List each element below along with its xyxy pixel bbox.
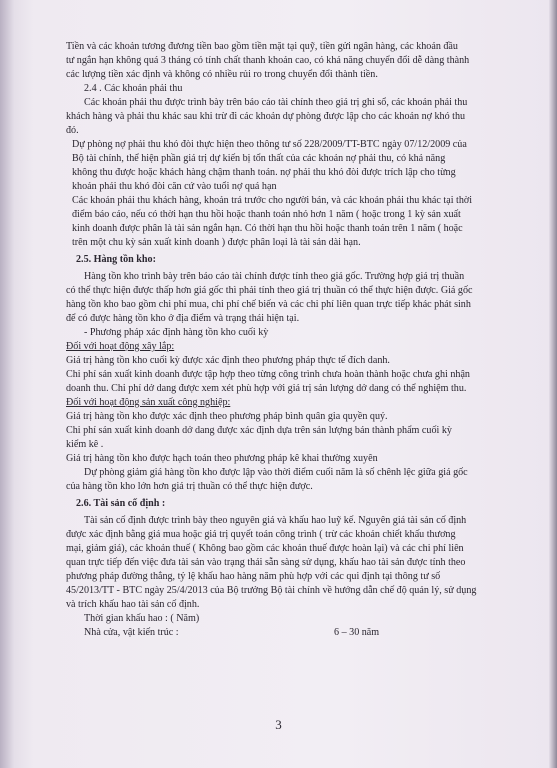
section-heading-2-6: 2.6. Tài sản cố định :: [76, 498, 166, 509]
text-line: Giá trị hàng tồn kho được hạch toán theo phương pháp kê khai thường xuyên: [66, 453, 378, 464]
text-line: hàng tồn kho bao gồm chi phí mua, chi phí chế biến và các chi phí liên quan trực tiếp khác phát sinh: [66, 299, 471, 310]
text-line: khách hàng và phải thu khác sau khi trừ đi các khoản dự phòng được lập cho các khoản nợ khó thu: [66, 111, 466, 122]
depreciation-row: [66, 626, 528, 640]
text-line: phương pháp đường thẳng, tỷ lệ khấu hao hàng năm phù hợp với các qui định tại thông tư số: [66, 571, 441, 582]
text-line: Tiền và các khoản tương đương tiền bao gồm tiền mặt tại quỹ, tiền gửi ngân hàng, các khoản đầu: [66, 41, 458, 52]
depreciation-period: 6 – 30 năm: [334, 627, 380, 638]
text-line: Chi phí sản xuất kinh doanh dở dang được xác định dựa trên sản lượng bán thành phẩm cuối kỳ: [66, 425, 452, 436]
text-line: mại, giảm giá), các khoản thuế ( Không bao gồm các khoản thuế được hoàn lại) và các chi phí liên: [66, 543, 464, 554]
text-line: Giá trị hàng tồn kho cuối kỳ được xác định theo phương pháp thực tế đích danh.: [66, 355, 390, 366]
text-line: khoản phải thu khó đòi căn cứ vào tuổi nợ quá hạn: [72, 181, 277, 192]
text-line: và trích khấu hao tài sản cố định.: [66, 599, 200, 610]
text-line: để có được hàng tồn kho ở địa điểm và trạng thái hiện tại.: [66, 313, 300, 324]
page-number: 3: [275, 717, 282, 732]
text-line: tư ngắn hạn không quá 3 tháng có tính chất thanh khoản cao, có khả năng chuyển đổi dễ dàng thành: [66, 55, 470, 66]
text-line: Giá trị hàng tồn kho được xác định theo phương pháp bình quân gia quyền quý.: [66, 411, 388, 422]
text-line: - Phương pháp xác định hàng tồn kho cuối kỳ: [84, 327, 269, 338]
text-line: Hàng tồn kho trình bày trên báo cáo tài chính được tính theo giá gốc. Trường hợp giá trị thuần: [84, 271, 465, 282]
asset-type-label: Nhà cửa, vật kiến trúc :: [84, 627, 179, 638]
text-line: được xác định bằng giá mua hoặc giá trị quyết toán công trình ( trừ các khoản chiết khấu thương: [66, 529, 456, 540]
page-shadow-left: [0, 0, 14, 768]
section-heading-2-5: 2.5. Hàng tồn kho:: [76, 254, 156, 265]
text-line: 45/2013/TT - BTC ngày 25/4/2013 của Bộ trưởng Bộ tài chính về hướng dẫn chế độ quản lý, sử dụng: [66, 585, 477, 596]
text-line: Chi phí sản xuất kinh doanh được tập hợp theo từng công trình chưa hoàn thành hoặc chưa ghi nhận: [66, 369, 470, 380]
text-line: trên một chu kỳ sản xuất kinh doanh ) được phân loại là tài sản dài hạn.: [72, 237, 361, 248]
text-line: Các khoản phải thu được trình bày trên báo cáo tài chính theo giá trị ghi sổ, các khoản phải thu: [84, 97, 468, 108]
text-line: Bộ tài chính, thể hiện phần giá trị dự kiến bị tổn thất của các khoản nợ phải thu, có khả năng: [72, 153, 446, 164]
document-body: [66, 40, 528, 640]
text-line: của hàng tồn kho lớn hơn giá trị thuần có thể thực hiện được.: [66, 481, 313, 492]
text-line: Dự phòng nợ phải thu khó đòi thực hiện theo thông tư số 228/2009/TT-BTC ngày 07/12/2009 của: [72, 139, 467, 150]
page-shadow-right: [549, 0, 557, 768]
text-line: kinh doanh được phân là tài sản ngắn hạn. Có thời hạn thu hồi hoặc thanh toán trên 1 năm ( hoặc: [72, 223, 463, 234]
text-line: đó.: [66, 125, 79, 136]
text-line: Thời gian khấu hao : ( Năm): [84, 613, 200, 624]
subheading-industrial: Đối với hoạt động sản xuất công nghiệp:: [66, 397, 231, 408]
text-line: Các khoản phải thu khách hàng, khoản trả trước cho người bán, và các khoản phải thu khác tại thời: [72, 195, 473, 206]
text-line: quan trực tiếp đến việc đưa tài sản vào trạng thái sẵn sàng sử dụng, khấu hao tài sản được tính theo: [66, 557, 466, 568]
text-line: điểm báo cáo, nếu có thời hạn thu hồi hoặc thanh toán nhỏ hơn 1 năm ( hoặc trong 1 kỳ sản xuất: [72, 209, 461, 220]
text-line: Tài sản cố định được trình bày theo nguyên giá và khấu hao luỹ kế. Nguyên giá tài sản cố định: [84, 515, 467, 526]
subheading-construction: Đối với hoạt động xây lắp:: [66, 341, 175, 352]
text-line: không thu được hoặc khách hàng chậm thanh toán. nợ phải thu khó đòi được trích lập cho từng: [72, 167, 456, 178]
text-line: có thể thực hiện được thấp hơn giá gốc thì phải tính theo giá trị thuần có thể thực hiện được. Giá gốc: [66, 285, 473, 296]
text-line: các lượng tiền xác định và không có nhiều rủi ro trong chuyển đổi thành tiền.: [66, 69, 378, 80]
section-heading-2-4: 2.4 . Các khoản phải thu: [84, 83, 183, 94]
text-line: Dự phòng giảm giá hàng tồn kho được lập vào thời điểm cuối năm là số chênh lệc giữa giá gốc: [84, 467, 468, 478]
text-line: kiểm kê .: [66, 439, 104, 450]
text-line: doanh thu. Chi phí dở dang được xem xét phù hợp với giá trị sản lượng dở dang có thể nghiệm thu.: [66, 383, 467, 394]
